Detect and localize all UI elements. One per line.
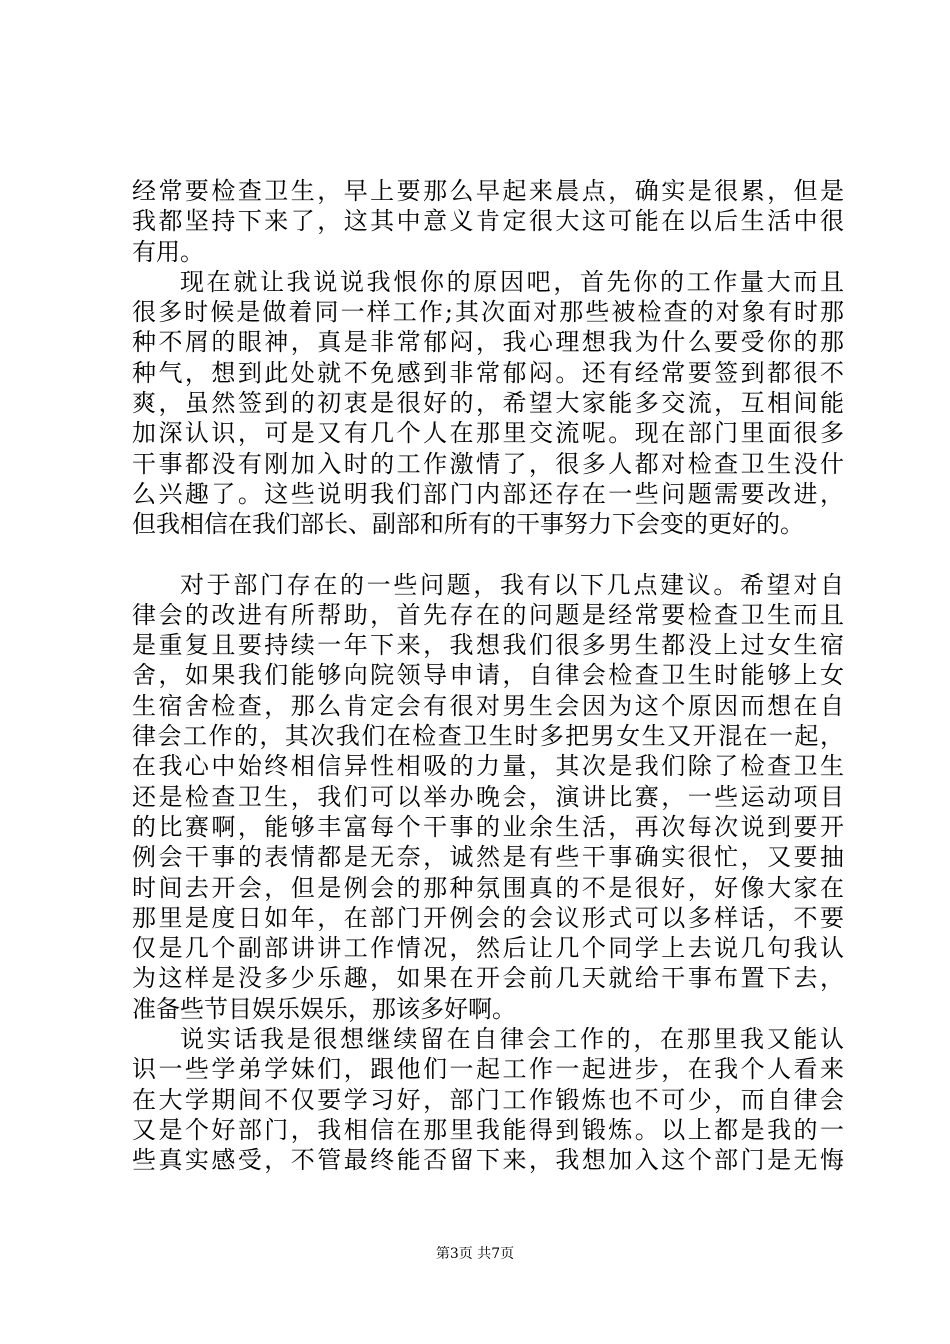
text-line: 仅是几个副部讲讲工作情况，然后让几个同学上去说几句我认	[132, 934, 844, 963]
text-line: 又是个好部门，我相信在那里我能得到锻炼。以上都是我的一	[132, 1115, 844, 1144]
text-line: 很多时候是做着同一样工作;其次面对那些被检查的对象有时那	[132, 298, 844, 327]
text-line: 在大学期间不仅要学习好，部门工作锻炼也不可少，而自律会	[132, 1085, 844, 1114]
text-line: 舍，如果我们能够向院领导申请，自律会检查卫生时能够上女	[132, 661, 844, 690]
text-line: 的比赛啊，能够丰富每个干事的业余生活，再次每次说到要开	[132, 812, 844, 841]
text-line: 说实话我是很想继续留在自律会工作的，在那里我又能认	[180, 1025, 844, 1054]
text-line: 对于部门存在的一些问题，我有以下几点建议。希望对自	[180, 570, 844, 599]
text-line: 加深认识，可是又有几个人在那里交流呢。现在部门里面很多	[132, 419, 844, 448]
text-line: 还是检查卫生，我们可以举办晚会，演讲比赛，一些运动项目	[132, 782, 844, 811]
text-line: 准备些节目娱乐娱乐，那该多好啊。	[132, 994, 516, 1023]
page-number: 第3页 共7页	[435, 1246, 515, 1262]
text-line: 识一些学弟学妹们，跟他们一起工作一起进步，在我个人看来	[132, 1055, 844, 1084]
text-line: 干事都没有刚加入时的工作激情了，很多人都对检查卫生没什	[132, 449, 844, 478]
text-line: 我都坚持下来了，这其中意义肯定很大这可能在以后生活中很	[132, 207, 844, 236]
text-line: 时间去开会，但是例会的那种氛围真的不是很好，好像大家在	[132, 873, 844, 902]
paragraph-4	[132, 1024, 844, 1175]
text-line: 生宿舍检查，那么肯定会有很对男生会因为这个原因而想在自	[132, 691, 844, 720]
text-line: 些真实感受，不管最终能否留下来，我想加入这个部门是无悔	[132, 1146, 844, 1175]
text-line: 为这样是没多少乐趣，如果在开会前几天就给干事布置下去，	[132, 964, 844, 993]
text-line: 有用。	[132, 237, 204, 266]
text-line: 爽，虽然签到的初衷是很好的，希望大家能多交流，互相间能	[132, 389, 844, 418]
text-line: 例会干事的表情都是无奈，诚然是有些干事确实很忙，又要抽	[132, 843, 844, 872]
paragraph-gap	[132, 540, 844, 570]
paragraph-2	[132, 267, 844, 540]
paragraph-3	[132, 570, 844, 1024]
text-line: 种不屑的眼神，真是非常郁闷，我心理想我为什么要受你的那	[132, 328, 844, 357]
text-line: 律会的改进有所帮助，首先存在的问题是经常要检查卫生而且	[132, 600, 844, 629]
document-body	[132, 176, 844, 1176]
text-line: 经常要检查卫生，早上要那么早起来晨点，确实是很累，但是	[132, 177, 844, 205]
text-line: 但我相信在我们部长、副部和所有的干事努力下会变的更好的。	[132, 510, 804, 539]
text-line: 种气，想到此处就不免感到非常郁闷。还有经常要签到都很不	[132, 358, 844, 387]
page-footer	[0, 1245, 950, 1263]
text-line: 是重复且要持续一年下来，我想我们很多男生都没上过女生宿	[132, 631, 844, 660]
paragraph-1	[132, 176, 844, 267]
text-line: 在我心中始终相信异性相吸的力量，其次是我们除了检查卫生	[132, 752, 844, 781]
text-line: 现在就让我说说我恨你的原因吧，首先你的工作量大而且	[180, 267, 844, 296]
text-line: 律会工作的，其次我们在检查卫生时多把男女生又开混在一起，	[132, 722, 844, 751]
text-line: 那里是度日如年，在部门开例会的会议形式可以多样话，不要	[132, 903, 844, 932]
text-line: 么兴趣了。这些说明我们部门内部还存在一些问题需要改进，	[132, 479, 844, 508]
